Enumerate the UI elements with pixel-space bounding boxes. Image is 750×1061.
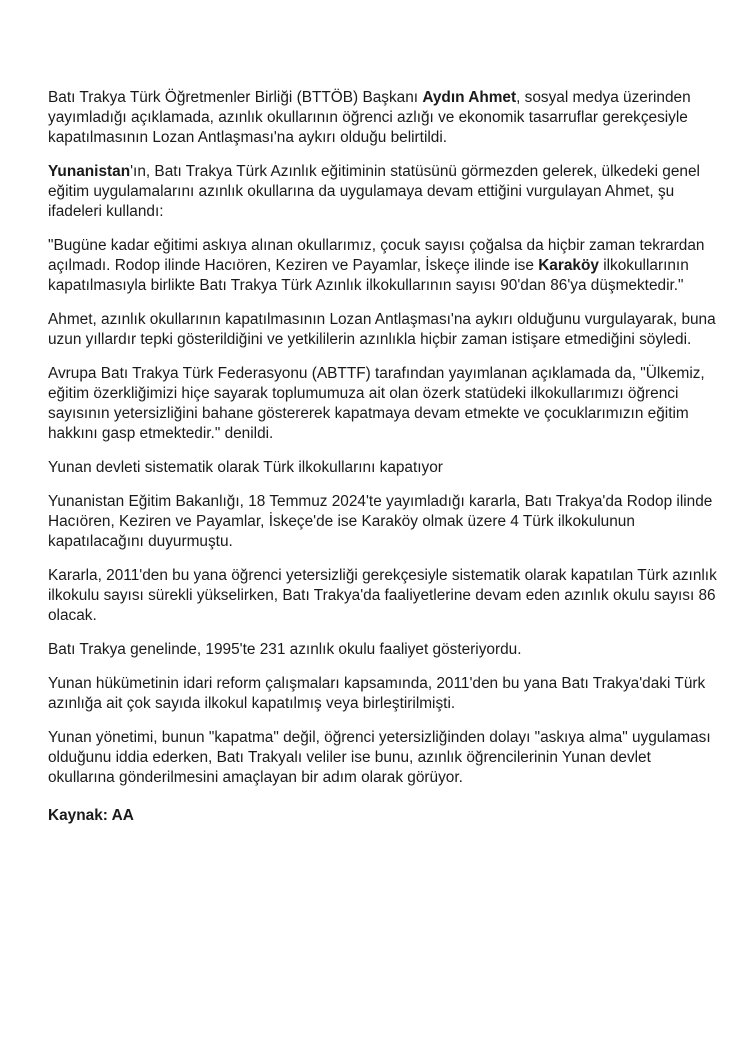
p2-text-b: 'ın, Batı Trakya Türk Azınlık eğitiminin statüsünü görmezden gelerek, ülkedeki genel eğitim uygulamalarını azınlık okullarına da uygulamaya devam ettiğini vurgulayan Ahmet, şu ifadeleri kullandı:: [48, 163, 700, 220]
paragraph-8: Kararla, 2011'den bu yana öğrenci yetersizliği gerekçesiyle sistematik olarak kapatılan Türk azınlık ilkokulu sayısı sürekli yükselirken, Batı Trakya'da faaliyetlerine devam eden azınlık okulu sayısı 86 olacak.: [48, 567, 717, 624]
paragraph-1: [48, 88, 718, 148]
paragraph-5: Avrupa Batı Trakya Türk Federasyonu (ABTTF) tarafından yayımlanan açıklamada da, "Ülkemiz, eğitim özerkliğimizi hiçe sayarak toplumumuza ait olan özerk statüdeki ilkokullarımızı öğrenci sayısının yetersizliğini bahane göstererek kapatmaya devam etmekte ve çocuklarımızın eğitim hakkını gasp etmektedir." denildi.: [48, 365, 705, 442]
paragraph-4: Ahmet, azınlık okullarının kapatılmasının Lozan Antlaşması'na aykırı olduğunu vurgulayarak, buna uzun yıllardır tepki gösterildiğini ve yetkililerin azınlıkla hiçbir zaman istişare etmediğini söyledi.: [48, 311, 716, 348]
paragraph-9: Batı Trakya genelinde, 1995'te 231 azınlık okulu faaliyet gösteriyordu.: [48, 641, 522, 658]
source-credit: Kaynak: AA: [48, 807, 134, 824]
p1-text-c: , sosyal medya üzerinden yayımladığı açıklamada, azınlık okullarının öğrenci azlığı ve ekonomik tasarruflar gerekçesiyle kapatılmasının Lozan Antlaşması'na aykırı olduğu belirtildi.: [48, 89, 691, 146]
paragraph-10: Yunan hükümetinin idari reform çalışmaları kapsamında, 2011'den bu yana Batı Trakya'daki Türk azınlığa ait çok sayıda ilkokul kapatılmış veya birleştirilmişti.: [48, 675, 706, 712]
subheading: Yunan devleti sistematik olarak Türk ilkokullarını kapatıyor: [48, 459, 443, 476]
p3-text-c: ilkokullarının kapatılmasıyla birlikte Batı Trakya Türk Azınlık ilkokullarının sayısı 90'dan 86'ya düşmektedir.": [48, 257, 689, 294]
country-name: Yunanistan: [48, 163, 131, 180]
place-name: Karaköy: [538, 257, 599, 274]
paragraph-2: [48, 162, 718, 222]
paragraph-3-quote: [48, 236, 718, 296]
p1-text-a: Batı Trakya Türk Öğretmenler Birliği (BTTÖB) Başkanı: [48, 89, 423, 106]
article-body: [48, 88, 718, 826]
person-name: Aydın Ahmet: [422, 89, 517, 106]
paragraph-11: Yunan yönetimi, bunun "kapatma" değil, öğrenci yetersizliğinden dolayı "askıya alma" uygulaması olduğunu iddia ederken, Batı Trakyalı veliler ise bunu, azınlık öğrencilerinin Yunan devlet okullarına gönderilmesini amaçlayan bir adım olarak görüyor.: [48, 729, 711, 786]
p3-text-a: "Bugüne kadar eğitimi askıya alınan okullarımız, çocuk sayısı çoğalsa da hiçbir zaman tekrardan açılmadı. Rodop ilinde Hacıören, Keziren ve Payamlar, İskeçe ilinde ise: [48, 237, 705, 274]
paragraph-7: Yunanistan Eğitim Bakanlığı, 18 Temmuz 2024'te yayımladığı kararla, Batı Trakya'da Rodop ilinde Hacıören, Keziren ve Payamlar, İskeçe'de ise Karaköy olmak üzere 4 Türk ilkokulunun kapatılacağını duyurmuştu.: [48, 493, 713, 550]
